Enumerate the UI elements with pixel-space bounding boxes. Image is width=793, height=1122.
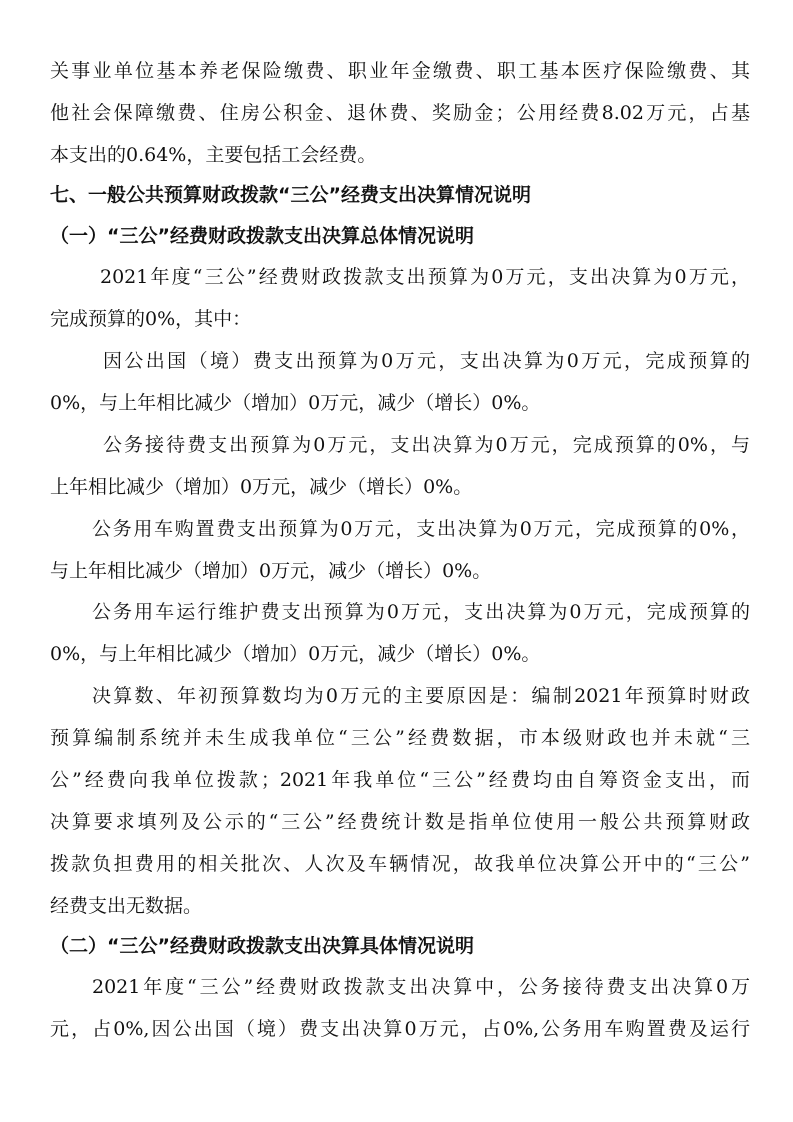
body-line: 2021年度“三公”经费财政拨款支出预算为0万元，支出决算为0万元， [100, 266, 750, 288]
body-line: 决算要求填列及公示的“三公”经费统计数是指单位使用一般公共预算财政 [50, 811, 750, 833]
body-line: 公务用车购置费支出预算为0万元，支出决算为0万元，完成预算的0%， [92, 518, 750, 540]
subsection-heading: （二）“三公”经费财政拨款支出决算具体情况说明 [50, 935, 474, 957]
body-line: 拨款负担费用的相关批次、人次及车辆情况，故我单位决算公开中的“三公” [50, 853, 750, 875]
body-line: 与上年相比减少（增加）0万元，减少（增长）0%。 [50, 560, 492, 582]
body-line: 预算编制系统并未生成我单位“三公”经费数据，市本级财政也并未就“三 [50, 727, 750, 749]
body-line: 决算数、年初预算数均为0万元的主要原因是：编制2021年预算时财政 [92, 685, 750, 707]
body-line: 因公出国（境）费支出预算为0万元，支出决算为0万元，完成预算的 [103, 350, 750, 372]
body-line: 公务接待费支出预算为0万元，支出决算为0万元，完成预算的0%，与 [103, 434, 750, 456]
body-line: 他社会保障缴费、住房公积金、退休费、奖励金；公用经费8.02万元，占基 [50, 102, 750, 124]
section-heading: 七、一般公共预算财政拨款“三公”经费支出决算情况说明 [50, 184, 531, 206]
subsection-heading: （一）“三公”经费财政拨款支出决算总体情况说明 [50, 225, 474, 247]
body-line: 上年相比减少（增加）0万元，减少（增长）0%。 [50, 476, 473, 498]
body-line: 本支出的0.64%，主要包括工会经费。 [50, 144, 377, 166]
body-line: 元，占0%,因公出国（境）费支出决算0万元，占0%,公务用车购置费及运行 [50, 1018, 750, 1040]
body-line: 公”经费向我单位拨款；2021年我单位“三公”经费均由自筹资金支出，而 [50, 769, 750, 791]
body-line: 公务用车运行维护费支出预算为0万元，支出决算为0万元，完成预算的 [92, 601, 750, 623]
body-line: 2021年度“三公”经费财政拨款支出决算中，公务接待费支出决算0万 [92, 976, 750, 998]
body-line: 0%，与上年相比减少（增加）0万元，减少（增长）0%。 [50, 392, 541, 414]
body-line: 完成预算的0%，其中： [50, 308, 252, 330]
body-line: 经费支出无数据。 [50, 895, 203, 917]
body-line: 关事业单位基本养老保险缴费、职业年金缴费、职工基本医疗保险缴费、其 [50, 60, 750, 82]
body-line: 0%，与上年相比减少（增加）0万元，减少（增长）0%。 [50, 643, 541, 665]
